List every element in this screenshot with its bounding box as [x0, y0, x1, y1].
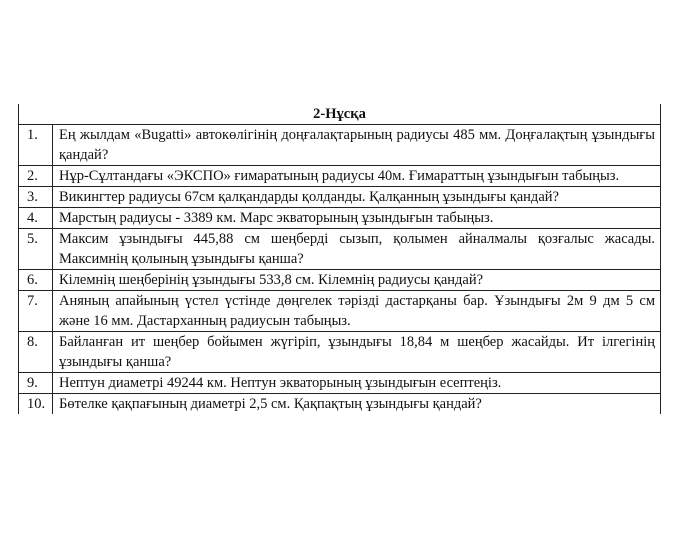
problem-text: Викингтер радиусы 67см қалқандарды қолданды. Қалқанның ұзындығы қандай?: [53, 187, 661, 208]
table-row: [19, 187, 661, 208]
table-row: [19, 208, 661, 229]
table-row: [19, 291, 661, 332]
variant-title: 2-Нұсқа: [19, 104, 661, 125]
table-row: [19, 229, 661, 270]
problem-number: 5.: [19, 229, 53, 270]
table-row: [19, 166, 661, 187]
problem-text: Нұр-Сұлтандағы «ЭКСПО» ғимаратының радиусы 40м. Ғимараттың ұзындығын табыңыз.: [53, 166, 661, 187]
table-header-row: [19, 104, 661, 125]
problem-number: 10.: [19, 394, 53, 415]
problem-text: Ең жылдам «Bugatti» автокөлігінің доңғалақтарының радиусы 485 мм. Доңғалақтың ұзындығы қандай?: [53, 125, 661, 166]
problem-text: Максим ұзындығы 445,88 см шеңберді сызып, қолымен айналмалы қозғалыс жасады. Максимнің қолының ұзындығы қанша?: [53, 229, 661, 270]
problem-text: Аняның апайының үстел үстінде дөңгелек тәрізді дастарқаны бар. Ұзындығы 2м 9 дм 5 см және 16 мм. Дастарханның радиусын табыңыз.: [53, 291, 661, 332]
worksheet: [18, 104, 661, 414]
problem-text: Марстың радиусы - 3389 км. Марс экваторының ұзындығын табыңыз.: [53, 208, 661, 229]
problems-table: [18, 104, 661, 414]
table-row: [19, 270, 661, 291]
problem-number: 7.: [19, 291, 53, 332]
problem-number: 2.: [19, 166, 53, 187]
problem-text: Кілемнің шеңберінің ұзындығы 533,8 см. Кілемнің радиусы қандай?: [53, 270, 661, 291]
problem-number: 9.: [19, 373, 53, 394]
problem-text: Бөтелке қақпағының диаметрі 2,5 см. Қақпақтың ұзындығы қандай?: [53, 394, 661, 415]
problem-text: Байланған ит шеңбер бойымен жүгіріп, ұзындығы 18,84 м шеңбер жасайды. Ит ілгегінің ұзындығы қанша?: [53, 332, 661, 373]
problem-number: 4.: [19, 208, 53, 229]
table-row: [19, 394, 661, 415]
problem-number: 8.: [19, 332, 53, 373]
problem-number: 3.: [19, 187, 53, 208]
problem-number: 1.: [19, 125, 53, 166]
table-row: [19, 332, 661, 373]
problem-text: Нептун диаметрі 49244 км. Нептун экваторының ұзындығын есептеңіз.: [53, 373, 661, 394]
table-row: [19, 373, 661, 394]
problem-number: 6.: [19, 270, 53, 291]
table-row: [19, 125, 661, 166]
